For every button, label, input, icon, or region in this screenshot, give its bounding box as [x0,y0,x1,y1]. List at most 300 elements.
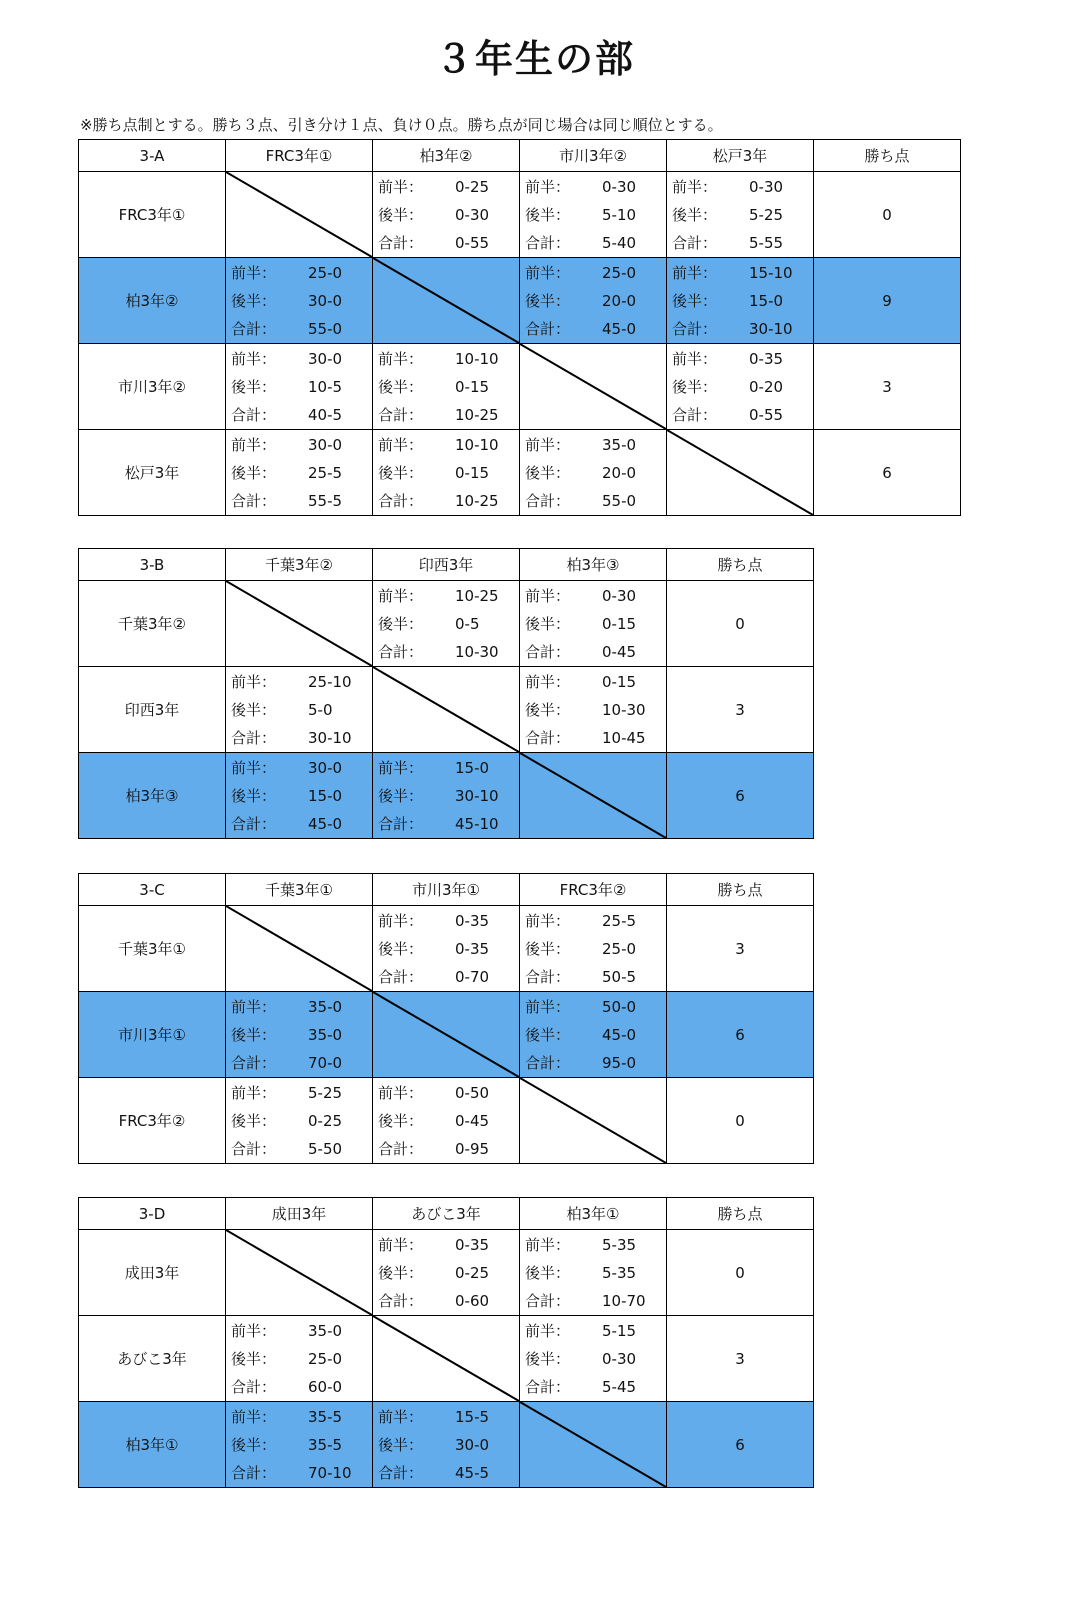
second-half-line [226,1431,372,1459]
first-half-label: 前半： [672,349,718,368]
first-half-label: 前半： [378,1083,424,1102]
second-half-label: 後半： [231,700,277,719]
diagonal-line [226,906,372,991]
second-half-label: 後半： [231,786,277,805]
score-cell [226,1402,373,1488]
score-cell [520,1230,667,1316]
second-half-score: 30-0 [308,291,343,310]
first-half-line [226,345,372,373]
first-half-label: 前半： [378,1235,424,1254]
group-name: 3-A [79,140,226,172]
total-score: 0-70 [455,967,490,986]
total-label: 合計： [672,405,718,424]
total-line [520,638,666,666]
points-value: 3 [667,667,814,753]
second-half-label: 後半： [525,463,571,482]
first-half-score: 35-0 [308,997,343,1016]
second-half-line [226,287,372,315]
total-score: 60-0 [308,1377,343,1396]
first-half-label: 前半： [525,997,571,1016]
second-half-line [373,782,519,810]
points-value: 0 [667,581,814,667]
second-half-label: 後半： [231,377,277,396]
total-score: 10-45 [602,728,646,747]
score-cell [226,1078,373,1164]
second-half-line [667,201,813,229]
second-half-label: 後半： [378,1435,424,1454]
league-table-3-c [78,873,814,1164]
score-cell [373,1078,520,1164]
column-team-name: 市川3年① [373,874,520,906]
first-half-label: 前半： [231,672,277,691]
points-value: 0 [667,1230,814,1316]
first-half-line [226,1317,372,1345]
second-half-score: 45-0 [602,1025,637,1044]
second-half-score: 0-15 [602,614,637,633]
second-half-label: 後半： [378,1111,424,1130]
total-score: 0-95 [455,1139,490,1158]
second-half-line [373,459,519,487]
first-half-line [667,259,813,287]
total-score: 10-25 [455,491,499,510]
team-row [79,258,961,344]
total-score: 55-0 [308,319,343,338]
total-label: 合計： [231,1053,277,1072]
first-half-score: 25-0 [602,263,637,282]
second-half-score: 20-0 [602,291,637,310]
first-half-line [520,668,666,696]
first-half-label: 前半： [525,263,571,282]
first-half-line [226,1079,372,1107]
first-half-label: 前半： [672,177,718,196]
second-half-score: 20-0 [602,463,637,482]
diagonal-cell [520,1402,667,1488]
points-value: 0 [814,172,961,258]
total-label: 合計： [378,233,424,252]
second-half-label: 後半： [672,377,718,396]
second-half-score: 0-35 [455,939,490,958]
column-team-name: 千葉3年① [226,874,373,906]
second-half-label: 後半： [525,1025,571,1044]
total-line [226,1049,372,1077]
first-half-score: 35-0 [602,435,637,454]
second-half-score: 5-25 [749,205,784,224]
team-row [79,1402,814,1488]
rules-note: ※勝ち点制とする。勝ち３点、引き分け１点、負け０点。勝ち点が同じ場合は同じ順位とする。 [80,116,723,134]
first-half-label: 前半： [231,435,277,454]
diagonal-cell [226,906,373,992]
score-cell [520,667,667,753]
first-half-score: 25-0 [308,263,343,282]
second-half-label: 後半： [231,463,277,482]
second-half-line [520,201,666,229]
total-line [226,1373,372,1401]
total-line [520,1049,666,1077]
team-row [79,344,961,430]
second-half-line [226,1345,372,1373]
first-half-score: 10-10 [455,349,499,368]
column-team-name: 市川3年② [520,140,667,172]
second-half-line [226,373,372,401]
first-half-line [373,754,519,782]
group-name: 3-C [79,874,226,906]
diagonal-cell [373,1316,520,1402]
team-row [79,667,814,753]
score-cell [226,258,373,344]
first-half-line [373,345,519,373]
first-half-score: 0-35 [749,349,784,368]
group-name: 3-D [79,1198,226,1230]
second-half-label: 後半： [378,377,424,396]
diagonal-line [226,172,372,257]
total-score: 10-30 [455,642,499,661]
column-team-name: 成田3年 [226,1198,373,1230]
diagonal-line [226,1230,372,1315]
total-line [226,1135,372,1163]
second-half-label: 後半： [378,205,424,224]
points-value: 3 [814,344,961,430]
points-value: 3 [667,1316,814,1402]
row-team-name: 柏3年② [79,258,226,344]
total-score: 50-5 [602,967,637,986]
total-label: 合計： [378,1463,424,1482]
second-half-score: 10-30 [602,700,646,719]
second-half-line [373,1259,519,1287]
points-value: 6 [667,1402,814,1488]
points-header: 勝ち点 [667,1198,814,1230]
second-half-score: 25-5 [308,463,343,482]
total-line [226,724,372,752]
diagonal-line [373,992,519,1077]
column-team-name: 印西3年 [373,549,520,581]
second-half-label: 後半： [378,614,424,633]
score-cell [373,581,520,667]
first-half-line [520,173,666,201]
total-label: 合計： [231,319,277,338]
second-half-score: 30-10 [455,786,499,805]
league-table-3-a [78,139,961,516]
first-half-label: 前半： [525,586,571,605]
first-half-label: 前半： [231,1083,277,1102]
score-cell [226,667,373,753]
second-half-score: 0-45 [455,1111,490,1130]
total-score: 30-10 [749,319,793,338]
first-half-score: 0-15 [602,672,637,691]
team-row [79,172,961,258]
diagonal-line [667,430,813,515]
total-label: 合計： [525,1291,571,1310]
diagonal-cell [226,172,373,258]
second-half-score: 0-5 [455,614,480,633]
score-cell [373,344,520,430]
second-half-score: 0-15 [455,377,490,396]
first-half-label: 前半： [378,1407,424,1426]
total-score: 55-5 [308,491,343,510]
score-cell [373,1402,520,1488]
total-score: 0-45 [602,642,637,661]
total-line [373,638,519,666]
diagonal-cell [226,1230,373,1316]
second-half-score: 5-35 [602,1263,637,1282]
points-value: 6 [814,430,961,516]
row-team-name: 千葉3年① [79,906,226,992]
team-row [79,1316,814,1402]
row-team-name: 柏3年① [79,1402,226,1488]
league-table-3-b [78,548,814,839]
total-score: 5-55 [749,233,784,252]
first-half-line [226,259,372,287]
first-half-label: 前半： [378,758,424,777]
total-line [373,963,519,991]
first-half-line [373,431,519,459]
header-row [79,874,814,906]
header-row [79,140,961,172]
second-half-line [520,935,666,963]
total-line [520,963,666,991]
first-half-score: 10-10 [455,435,499,454]
first-half-label: 前半： [525,1321,571,1340]
first-half-line [373,1231,519,1259]
row-team-name: FRC3年② [79,1078,226,1164]
first-half-line [520,1317,666,1345]
total-label: 合計： [378,1291,424,1310]
header-row [79,1198,814,1230]
second-half-label: 後半： [525,291,571,310]
total-line [226,401,372,429]
total-line [667,229,813,257]
second-half-line [667,287,813,315]
second-half-label: 後半： [231,1025,277,1044]
score-cell [226,1316,373,1402]
team-row [79,1230,814,1316]
diagonal-cell [373,258,520,344]
team-row [79,906,814,992]
total-label: 合計： [231,1139,277,1158]
second-half-line [667,373,813,401]
column-team-name: FRC3年② [520,874,667,906]
team-row [79,581,814,667]
total-score: 0-60 [455,1291,490,1310]
second-half-label: 後半： [378,786,424,805]
second-half-label: 後半： [525,1349,571,1368]
total-label: 合計： [525,728,571,747]
total-score: 55-0 [602,491,637,510]
first-half-label: 前半： [231,263,277,282]
score-cell [667,344,814,430]
first-half-score: 25-10 [308,672,352,691]
total-label: 合計： [525,1053,571,1072]
second-half-label: 後半： [525,700,571,719]
second-half-score: 0-15 [455,463,490,482]
first-half-line [226,431,372,459]
second-half-line [226,782,372,810]
diagonal-line [520,753,666,838]
score-cell [373,430,520,516]
score-cell [373,172,520,258]
first-half-label: 前半： [231,997,277,1016]
row-team-name: 千葉3年② [79,581,226,667]
total-score: 45-5 [455,1463,490,1482]
header-row [79,549,814,581]
points-value: 6 [667,753,814,839]
second-half-score: 10-5 [308,377,343,396]
total-line [373,1287,519,1315]
score-cell [226,753,373,839]
second-half-score: 30-0 [455,1435,490,1454]
score-cell [520,430,667,516]
first-half-line [520,993,666,1021]
second-half-score: 0-25 [455,1263,490,1282]
points-header: 勝ち点 [667,874,814,906]
column-team-name: 千葉3年② [226,549,373,581]
second-half-line [373,373,519,401]
total-line [373,229,519,257]
first-half-label: 前半： [231,349,277,368]
score-cell [226,430,373,516]
total-score: 45-0 [602,319,637,338]
first-half-score: 35-5 [308,1407,343,1426]
total-label: 合計： [525,233,571,252]
second-half-score: 25-0 [602,939,637,958]
first-half-line [226,668,372,696]
total-label: 合計： [672,233,718,252]
first-half-label: 前半： [525,177,571,196]
first-half-score: 15-5 [455,1407,490,1426]
team-row [79,753,814,839]
second-half-label: 後半： [672,291,718,310]
second-half-label: 後半： [525,939,571,958]
diagonal-line [226,581,372,666]
second-half-score: 5-0 [308,700,333,719]
row-team-name: 印西3年 [79,667,226,753]
diagonal-line [520,1402,666,1487]
second-half-line [226,696,372,724]
column-team-name: 柏3年③ [520,549,667,581]
first-half-score: 25-5 [602,911,637,930]
score-cell [373,753,520,839]
second-half-score: 0-20 [749,377,784,396]
total-label: 合計： [525,642,571,661]
first-half-score: 5-15 [602,1321,637,1340]
first-half-score: 5-35 [602,1235,637,1254]
score-cell [520,172,667,258]
second-half-line [520,610,666,638]
total-label: 合計： [231,491,277,510]
first-half-score: 5-25 [308,1083,343,1102]
total-label: 合計： [525,967,571,986]
league-table-3-d [78,1197,814,1488]
total-label: 合計： [525,319,571,338]
second-half-line [373,1107,519,1135]
diagonal-cell [226,581,373,667]
first-half-score: 15-0 [455,758,490,777]
first-half-line [373,907,519,935]
second-half-score: 15-0 [749,291,784,310]
total-score: 70-10 [308,1463,352,1482]
row-team-name: 市川3年② [79,344,226,430]
total-line [520,1287,666,1315]
first-half-line [520,1231,666,1259]
total-line [667,315,813,343]
total-line [667,401,813,429]
first-half-line [667,345,813,373]
second-half-label: 後半： [231,1349,277,1368]
row-team-name: あびこ3年 [79,1316,226,1402]
total-line [373,810,519,838]
total-label: 合計： [525,491,571,510]
total-label: 合計： [231,728,277,747]
total-label: 合計： [672,319,718,338]
total-line [226,1459,372,1487]
diagonal-line [373,258,519,343]
first-half-score: 0-50 [455,1083,490,1102]
score-cell [226,344,373,430]
second-half-line [520,459,666,487]
first-half-line [373,1079,519,1107]
second-half-line [520,696,666,724]
column-team-name: 柏3年② [373,140,520,172]
second-half-line [373,610,519,638]
diagonal-cell [520,344,667,430]
total-line [520,1373,666,1401]
first-half-label: 前半： [378,586,424,605]
total-label: 合計： [378,491,424,510]
diagonal-cell [520,753,667,839]
first-half-label: 前半： [231,1321,277,1340]
column-team-name: 松戸3年 [667,140,814,172]
second-half-score: 0-25 [308,1111,343,1130]
diagonal-line [520,1078,666,1163]
total-label: 合計： [231,405,277,424]
second-half-line [373,935,519,963]
second-half-score: 35-5 [308,1435,343,1454]
first-half-score: 30-0 [308,349,343,368]
second-half-line [226,459,372,487]
first-half-line [520,582,666,610]
score-cell [667,258,814,344]
second-half-line [373,201,519,229]
first-half-label: 前半： [525,672,571,691]
total-score: 10-25 [455,405,499,424]
first-half-score: 30-0 [308,435,343,454]
second-half-label: 後半： [378,463,424,482]
points-header: 勝ち点 [667,549,814,581]
first-half-line [226,1403,372,1431]
first-half-score: 0-30 [749,177,784,196]
second-half-score: 15-0 [308,786,343,805]
second-half-score: 35-0 [308,1025,343,1044]
total-score: 5-40 [602,233,637,252]
second-half-label: 後半： [231,1111,277,1130]
total-line [373,487,519,515]
second-half-score: 5-10 [602,205,637,224]
diagonal-cell [667,430,814,516]
points-value: 0 [667,1078,814,1164]
score-cell [226,992,373,1078]
points-value: 9 [814,258,961,344]
total-score: 40-5 [308,405,343,424]
total-score: 45-0 [308,814,343,833]
score-cell [520,906,667,992]
row-team-name: FRC3年① [79,172,226,258]
total-label: 合計： [525,1377,571,1396]
total-score: 45-10 [455,814,499,833]
first-half-label: 前半： [525,911,571,930]
total-line [373,1459,519,1487]
total-label: 合計： [378,1139,424,1158]
total-label: 合計： [378,814,424,833]
total-score: 70-0 [308,1053,343,1072]
